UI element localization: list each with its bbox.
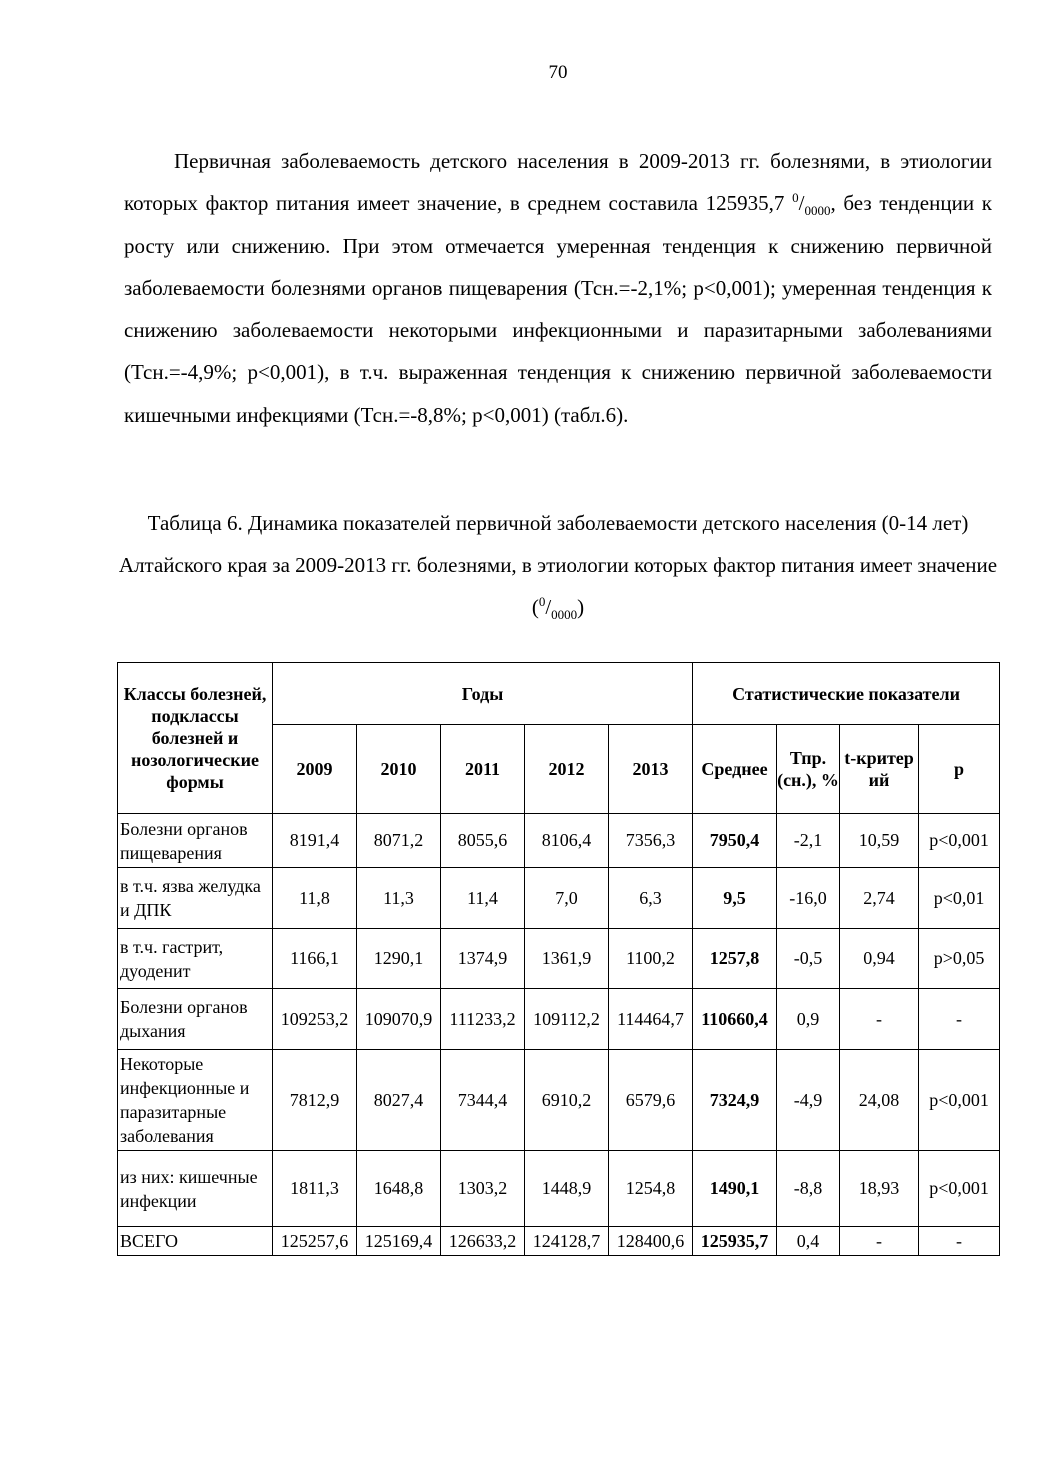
cell-2013: 6,3 [609,868,693,929]
cell-t: - [840,989,919,1050]
cell-p: p<0,001 [919,1050,1000,1151]
cell-2012: 124128,7 [525,1227,609,1256]
row-name: ВСЕГО [118,1227,273,1256]
cell-tpr: -8,8 [777,1151,840,1227]
caption-unit-sub: 0000 [551,607,578,623]
cell-mean: 1490,1 [693,1151,777,1227]
cell-t: 0,94 [840,929,919,989]
cell-p: p>0,05 [919,929,1000,989]
header-mean: Среднее [693,725,777,814]
cell-2010: 1290,1 [357,929,441,989]
body-paragraph [124,140,992,436]
table-row [118,814,1000,868]
cell-2009: 8191,4 [273,814,357,868]
header-year-2010: 2010 [357,725,441,814]
cell-2009: 11,8 [273,868,357,929]
header-year-2011: 2011 [441,725,525,814]
cell-2013: 6579,6 [609,1050,693,1151]
cell-t: 2,74 [840,868,919,929]
cell-mean: 9,5 [693,868,777,929]
paragraph-unit-sup: 0 [792,190,799,206]
table-row [118,929,1000,989]
table-caption [118,502,998,628]
cell-t: - [840,1227,919,1256]
table-row [118,1050,1000,1151]
cell-mean: 110660,4 [693,989,777,1050]
cell-p: p<0,001 [919,1151,1000,1227]
header-year-2012: 2012 [525,725,609,814]
cell-tpr: -16,0 [777,868,840,929]
cell-2011: 8055,6 [441,814,525,868]
cell-tpr: -4,9 [777,1050,840,1151]
cell-2010: 1648,8 [357,1151,441,1227]
row-name: в т.ч. язва желудка и ДПК [118,868,273,929]
cell-t: 24,08 [840,1050,919,1151]
cell-2011: 1374,9 [441,929,525,989]
cell-p: p<0,01 [919,868,1000,929]
row-name: Некоторые инфекционные и паразитарные заболевания [118,1050,273,1151]
header-tpr: Тпр. (сн.), % [777,725,840,814]
cell-mean: 7324,9 [693,1050,777,1151]
cell-2012: 1361,9 [525,929,609,989]
cell-2013: 1254,8 [609,1151,693,1227]
cell-2012: 1448,9 [525,1151,609,1227]
cell-t: 10,59 [840,814,919,868]
cell-2009: 7812,9 [273,1050,357,1151]
morbidity-table [117,662,1000,1256]
cell-2013: 1100,2 [609,929,693,989]
cell-tpr: 0,4 [777,1227,840,1256]
cell-2012: 109112,2 [525,989,609,1050]
cell-2012: 8106,4 [525,814,609,868]
cell-2010: 8071,2 [357,814,441,868]
table-row [118,1227,1000,1256]
header-year-2009: 2009 [273,725,357,814]
header-classes: Классы болезней, подклассы болезней и нозологические формы [118,663,273,814]
cell-mean: 7950,4 [693,814,777,868]
paragraph-unit-sub: 0000 [804,203,831,219]
cell-2011: 7344,4 [441,1050,525,1151]
table-row [118,989,1000,1050]
cell-p: - [919,1227,1000,1256]
page-number: 70 [548,62,568,83]
header-p: p [919,725,1000,814]
cell-2011: 126633,2 [441,1227,525,1256]
cell-2010: 8027,4 [357,1050,441,1151]
row-name: Болезни органов пищеварения [118,814,273,868]
header-year-2013: 2013 [609,725,693,814]
paragraph-part-1: Первичная заболеваемость детского населения в 2009-2013 гг. болезнями, в этиологии которых фактор питания имеет значение, в среднем составила 125935,7 [124,149,992,216]
cell-2011: 1303,2 [441,1151,525,1227]
cell-tpr: 0,9 [777,989,840,1050]
row-name: из них: кишечные инфекции [118,1151,273,1227]
cell-t: 18,93 [840,1151,919,1227]
cell-tpr: -2,1 [777,814,840,868]
caption-close: ) [577,595,585,619]
cell-p: - [919,989,1000,1050]
row-name: Болезни органов дыхания [118,989,273,1050]
cell-2009: 1166,1 [273,929,357,989]
header-t-criterion: t-критер ий [840,725,919,814]
paragraph-part-2: , без тенденции к росту или снижению. При этом отмечается умеренная тенденция к снижению первичной заболеваемости болезнями органов пищеварения (Тсн.=-2,1%; p<0,001); умеренная тенденция к снижению заболеваемости некоторыми инфекционными и паразитарными заболеваниями (Тсн.=-4,9%; p<0,001), в т.ч. выраженная тенденция к снижению первичной заболеваемости кишечными инфекциями (Тсн.=-8,8%; p<0,001) (табл.6). [124,191,992,427]
table-row [118,868,1000,929]
cell-2011: 11,4 [441,868,525,929]
cell-tpr: -0,5 [777,929,840,989]
cell-2013: 114464,7 [609,989,693,1050]
cell-2012: 6910,2 [525,1050,609,1151]
caption-unit-sup: 0 [538,594,546,609]
row-name: в т.ч. гастрит, дуоденит [118,929,273,989]
cell-2010: 11,3 [357,868,441,929]
caption-text: Таблица 6. Динамика показателей первичной заболеваемости детского населения (0-14 лет) Алтайского края за 2009-2013 гг. болезнями, в этиологии которых фактор питания имеет значение ( [118,511,998,619]
cell-2009: 1811,3 [273,1151,357,1227]
cell-mean: 1257,8 [693,929,777,989]
cell-p: p<0,001 [919,814,1000,868]
cell-2010: 125169,4 [357,1227,441,1256]
cell-2012: 7,0 [525,868,609,929]
cell-2009: 125257,6 [273,1227,357,1256]
cell-2011: 111233,2 [441,989,525,1050]
caption-unit-slash: / [545,595,552,619]
cell-2013: 7356,3 [609,814,693,868]
paragraph-unit-slash: / [798,191,805,216]
cell-mean: 125935,7 [693,1227,777,1256]
table-row [118,1151,1000,1227]
cell-2013: 128400,6 [609,1227,693,1256]
header-stats: Статистические показатели [693,663,1000,725]
cell-2009: 109253,2 [273,989,357,1050]
cell-2010: 109070,9 [357,989,441,1050]
header-years: Годы [273,663,693,725]
